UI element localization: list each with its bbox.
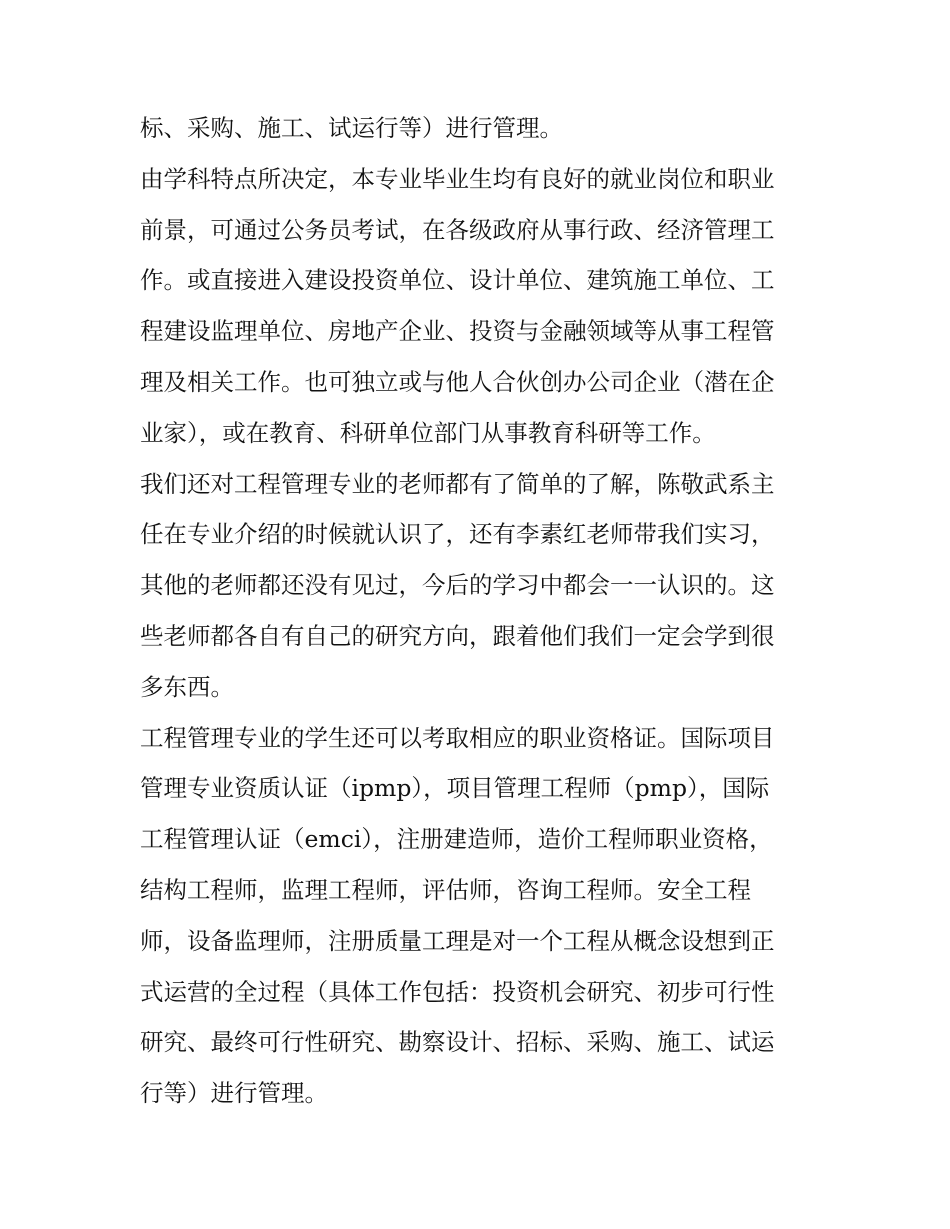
text-line: 程建设监理单位、房地产企业、投资与金融领域等从事工程管 [140,317,775,346]
text-line: 行等）进行管理。 [140,1079,328,1108]
text-line: 作。或直接进入建设投资单位、设计单位、建筑施工单位、工 [140,266,775,295]
text-line: 多东西。 [140,672,234,701]
document-body [140,103,815,1119]
text-line: 些老师都各自有自己的研究方向，跟着他们我们一定会学到很 [140,621,775,650]
text-line: 标、采购、施工、试运行等）进行管理。 [140,114,563,142]
text-line: 工程管理专业的学生还可以考取相应的职业资格证。国际项目 [140,723,775,752]
text-line: 工程管理认证（emci），注册建造师，造价工程师职业资格， [140,825,773,854]
text-line: 师，设备监理师，注册质量工理是对一个工程从概念设想到正 [140,926,775,955]
text-line: 其他的老师都还没有见过，今后的学习中都会一一认识的。这 [140,571,775,600]
text-line: 管理专业资质认证（ipmp），项目管理工程师（pmp），国际 [140,774,770,803]
text-line: 式运营的全过程（具体工作包括：投资机会研究、初步可行性 [140,977,775,1006]
text-line: 前景，可通过公务员考试，在各级政府从事行政、经济管理工 [140,215,775,244]
text-line: 由学科特点所决定，本专业毕业生均有良好的就业岗位和职业 [140,164,775,193]
text-line: 结构工程师，监理工程师，评估师，咨询工程师。安全工程 [140,875,751,904]
text-line: 任在专业介绍的时候就认识了，还有李素红老师带我们实习， [140,520,775,549]
text-line: 理及相关工作。也可独立或与他人合伙创办公司企业（潜在企 [140,367,775,396]
text-line: 我们还对工程管理专业的老师都有了简单的了解，陈敬武系主 [140,469,775,498]
text-line: 业家），或在教育、科研单位部门从事教育科研等工作。 [140,418,716,447]
text-line: 研究、最终可行性研究、勘察设计、招标、采购、施工、试运 [140,1028,775,1057]
